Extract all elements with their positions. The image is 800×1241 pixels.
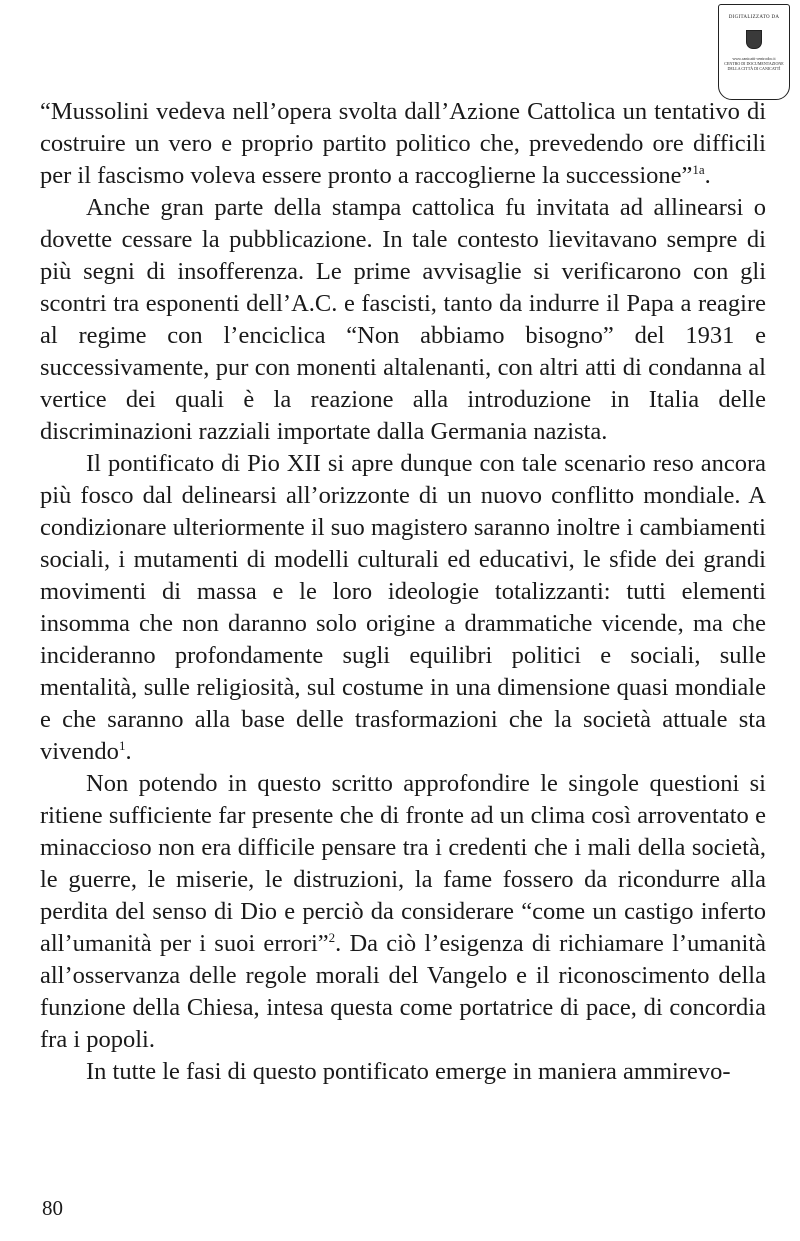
stamp-line-1: CENTRO DI DOCUMENTAZIONE: [724, 61, 784, 66]
page-number: 80: [42, 1196, 63, 1220]
footnote-ref: 1a: [692, 161, 705, 177]
stamp-line-2: DELLA CITTÀ DI CANICATTÌ: [727, 66, 781, 71]
stamp-header: DIGITALIZZATO DA: [728, 15, 780, 20]
paragraph-5: In tutte le fasi di questo pontificato emerge in maniera ammirevo-: [86, 1058, 731, 1085]
paragraph-3: Il pontificato di Pio XII si apre dunque con tale scenario reso ancora più fosco dal delinearsi all’orizzonte di un nuovo conflitto mondiale. A condizionare ulteriormente il suo magistero saranno inoltre i cambiamenti sociali, i mutamenti di modelli culturali ed educativi, le sfide dei grandi movimenti di massa e le loro ideologie totalizzanti: tutti elementi insomma che non daranno solo origine a drammatiche vicende, ma che incideranno profondamente sugli equilibri politici e sociali, sulle mentalità, sulle religiosità, sul costume in una dimensione quasi mondiale e che saranno alla base delle trasformazioni che la società attuale sta vivendo$^1$.: [40, 450, 766, 765]
paragraph-2: Anche gran parte della stampa cattolica fu invitata ad allinearsi o dovette cessare la pubblicazione. In tale contesto lievitavano sempre di più segni di insofferenza. Le prime avvisaglie si verificarono con gli scontri tra esponenti dell’A.C. e fascisti, tanto da indurre il Papa a reagire al regime con l’enciclica “Non abbiamo bisogno” del 1931 e successivamente, pur con monenti altalenanti, con altri atti di condanna al vertice dei quali è la reazione alla introduzione in Italia delle discriminazioni razziali importate dalla Germania nazista.: [40, 194, 766, 445]
body-text: [40, 96, 766, 1088]
coat-of-arms-icon: [746, 30, 762, 49]
footnote-ref: 1: [118, 737, 126, 753]
footnote-ref: 2: [328, 929, 336, 945]
digitization-stamp: [718, 4, 790, 100]
paragraph-1: “Mussolini vedeva nell’opera svolta dall’Azione Cattolica un tentativo di costruire un vero e proprio partito politico che, prevedendo ore difficili per il fascismo voleva essere pronto a raccoglierne la successione”$^{1a}$.: [40, 98, 766, 189]
stamp-url: www.canicatti-centrodoc.it: [732, 56, 776, 61]
paragraph-4: Non potendo in questo scritto approfondire le singole questioni si ritiene sufficiente far presente che di fronte ad un clima così arroventato e minaccioso non era difficile pensare tra i credenti che i mali della società, le guerre, le miserie, le distruzioni, la fame fossero da ricondurre alla perdita del senso di Dio e perciò da considerare “come un castigo inferto all’umanità per i suoi errori”$^2$. Da ciò l’esigenza di richiamare l’umanità all’osservanza delle regole morali del Vangelo e il riconoscimento della funzione della Chiesa, intesa questa come portatrice di pace, di concordia fra i popoli.: [40, 770, 766, 1053]
